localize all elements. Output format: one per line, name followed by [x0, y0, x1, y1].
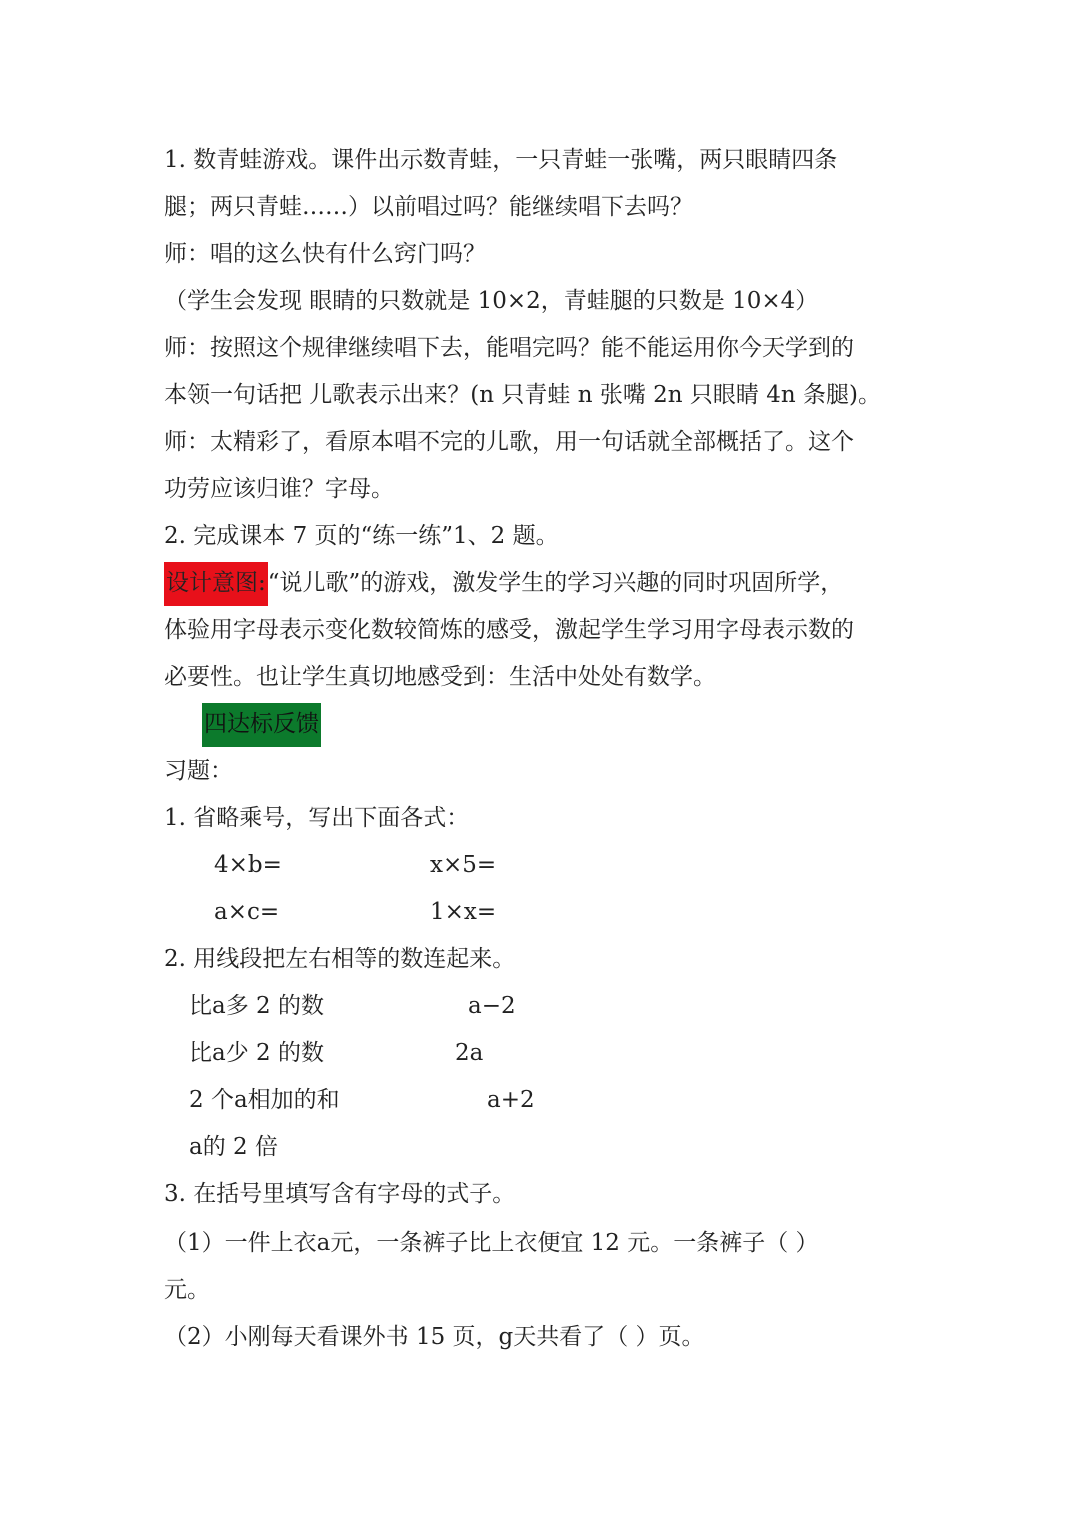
question-2-left-1: 比a多 2 的数: [189, 993, 324, 1019]
question-1-expr-a: 4×b=: [214, 852, 282, 878]
teacher-question-1: 师：唱的这么快有什么窍门吗？: [164, 241, 486, 267]
question-3-title: 3. 在括号里填写含有字母的式子。: [164, 1181, 516, 1207]
question-1-title: 1. 省略乘号，写出下面各式：: [164, 805, 470, 831]
question-1-expr-c: a×c=: [214, 899, 280, 925]
question-3-part1-line2: 元。: [164, 1277, 210, 1303]
question-2-right-3: a+2: [487, 1087, 535, 1113]
question-1-expr-d: 1×x=: [430, 899, 497, 925]
teacher-praise-line2: 功劳应该归谁？字母。: [164, 476, 394, 502]
teacher-praise-line1: 师：太精彩了，看原本唱不完的儿歌，用一句话就全部概括了。这个: [164, 429, 854, 455]
question-2-title: 2. 用线段把左右相等的数连起来。: [164, 946, 516, 972]
question-2-left-2: 比a少 2 的数: [189, 1040, 324, 1066]
section-heading: [202, 709, 321, 739]
section-heading-label: 四达标反馈: [202, 703, 321, 747]
question-3-part2: （2）小刚每天看课外书 15 页，g天共看了（ ）页。: [164, 1324, 705, 1350]
frog-game-item-line1: 1. 数青蛙游戏。课件出示数青蛙，一只青蛙一张嘴，两只眼睛四条: [164, 147, 838, 173]
question-1-expr-b: x×5=: [430, 852, 497, 878]
design-intent-label: 设计意图:: [164, 562, 268, 606]
design-intent-line2: 体验用字母表示变化数较简炼的感受，激起学生学习用字母表示数的: [164, 617, 854, 643]
teacher-question-2-line2: 本领一句话把 儿歌表示出来？(n 只青蛙 n 张嘴 2n 只眼睛 4n 条腿)。: [164, 382, 881, 408]
question-2-left-4: a的 2 倍: [189, 1134, 278, 1160]
design-intent-line1: [164, 568, 843, 598]
exercises-label: 习题：: [164, 758, 233, 784]
teacher-question-2-line1: 师：按照这个规律继续唱下去，能唱完吗？能不能运用你今天学到的: [164, 335, 854, 361]
design-intent-text-1: “说儿歌”的游戏，激发学生的学习兴趣的同时巩固所学，: [267, 570, 844, 596]
frog-game-item-line2: 腿；两只青蛙……）以前唱过吗？能继续唱下去吗？: [164, 194, 693, 220]
question-3-part1-line1: （1）一件上衣a元，一条裤子比上衣便宜 12 元。一条裤子（ ）: [164, 1230, 819, 1256]
question-2-right-1: a−2: [468, 993, 516, 1019]
textbook-exercise-item: 2. 完成课本 7 页的“练一练”1、2 题。: [164, 523, 559, 549]
question-2-right-2: 2a: [455, 1040, 484, 1066]
design-intent-line3: 必要性。也让学生真切地感受到：生活中处处有数学。: [164, 664, 716, 690]
student-discovery: （学生会发现 眼睛的只数就是 10×2，青蛙腿的只数是 10×4）: [164, 288, 819, 314]
question-2-left-3: 2 个a相加的和: [189, 1087, 340, 1113]
